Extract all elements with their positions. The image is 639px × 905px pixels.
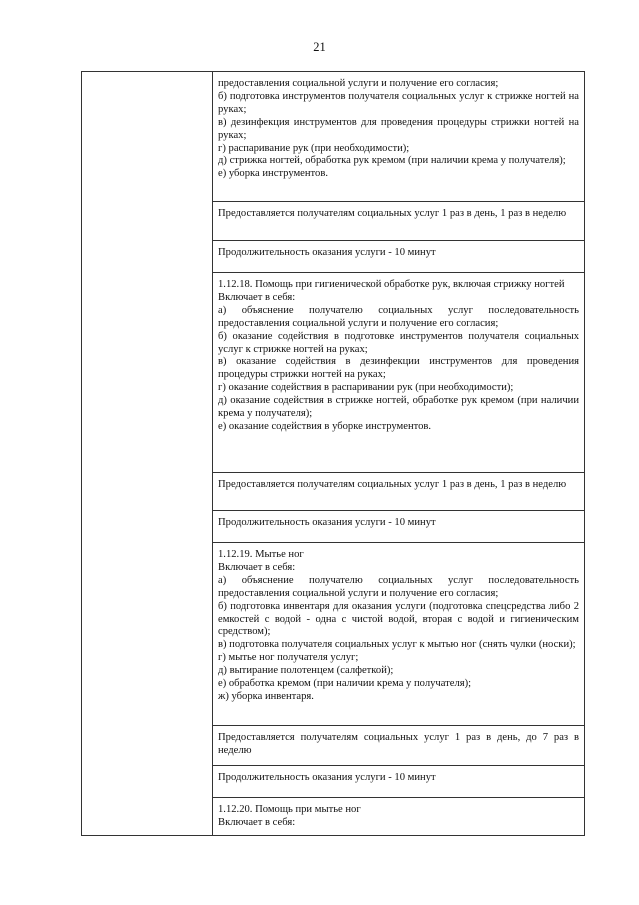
duration-cell: [213, 241, 585, 273]
item-line: предоставления социальной услуги и получение его согласия;: [218, 78, 499, 89]
item-line: е) обработка кремом (при наличии крема у получателя);: [218, 678, 472, 690]
frequency-text: Предоставляется получателям социальных услуг 1 раз в день, до 7 раз в неделю: [218, 732, 579, 756]
service-block-cell: [213, 798, 585, 836]
page-number: 21: [313, 40, 326, 54]
item-line: д) стрижка ногтей, обработка рук кремом (при наличии крема у получателя);: [218, 155, 566, 167]
duration-text: Продолжительность оказания услуги - 10 минут: [218, 772, 436, 783]
item-line: е) оказание содействия в уборке инструментов.: [218, 420, 432, 432]
services-table: [81, 71, 585, 836]
item-line: д) вытирание полотенцем (салфеткой);: [218, 665, 394, 677]
item-line: Включает в себя:: [218, 816, 296, 828]
frequency-text: Предоставляется получателям социальных услуг 1 раз в день, 1 раз в неделю: [218, 208, 567, 219]
item-line: Включает в себя:: [218, 561, 296, 573]
duration-cell: [213, 511, 585, 543]
item-line: е) уборка инструментов.: [218, 168, 328, 180]
item-line: д) оказание содействия в стрижке ногтей, обработке рук кремом (при наличии крема у получателя);: [218, 395, 579, 420]
item-line: г) оказание содействия в распаривании рук (при необходимости);: [218, 382, 514, 394]
item-line: б) оказание содействия в подготовке инструментов получателя социальных услуг к стрижке ногтей на руках;: [218, 330, 579, 355]
duration-text: Продолжительность оказания услуги - 10 минут: [218, 517, 436, 528]
duration-text: Продолжительность оказания услуги - 10 минут: [218, 247, 436, 258]
service-block-cell: [213, 273, 585, 473]
frequency-cell: [213, 202, 585, 241]
item-line: б) подготовка инструментов получателя социальных услуг к стрижке ногтей на руках;: [218, 90, 579, 115]
frequency-cell: [213, 726, 585, 766]
service-title: 1.12.19. Мытье ног: [218, 549, 304, 560]
item-line: г) мытье ног получателя услуг;: [218, 652, 359, 664]
service-title: 1.12.20. Помощь при мытье ног: [218, 804, 361, 815]
item-line: ж) уборка инвентаря.: [218, 690, 314, 702]
item-line: в) оказание содействия в дезинфекции инструментов для проведения процедуры стрижки ногтей на руках;: [218, 356, 579, 381]
item-line: а) объяснение получателю социальных услуг последовательность предоставления социальной услуги и получение его согласия;: [218, 574, 579, 599]
frequency-text: Предоставляется получателям социальных услуг 1 раз в день, 1 раз в неделю: [218, 479, 567, 490]
service-title: 1.12.18. Помощь при гигиенической обработке рук, включая стрижку ногтей: [218, 279, 565, 290]
frequency-cell: [213, 473, 585, 511]
duration-cell: [213, 766, 585, 798]
item-line: г) распаривание рук (при необходимости);: [218, 142, 410, 154]
item-line: Включает в себя:: [218, 291, 296, 303]
item-line: а) объяснение получателю социальных услуг последовательность предоставления социальной услуги и получение его согласия;: [218, 304, 579, 329]
service-block-cell: [213, 72, 585, 202]
item-line: в) подготовка получателя социальных услуг к мытью ног (снять чулки (носки);: [218, 639, 576, 651]
table-row: [82, 72, 585, 202]
service-block-cell: [213, 543, 585, 726]
item-line: в) дезинфекция инструментов для проведения процедуры стрижки ногтей на руках;: [218, 116, 579, 141]
item-line: б) подготовка инвентаря для оказания услуги (подготовка спецсредства либо 2 емкостей с водой - одна с чистой водой, вторая с водой и гигиеническим средством);: [218, 600, 579, 638]
left-empty-column: [82, 72, 213, 836]
